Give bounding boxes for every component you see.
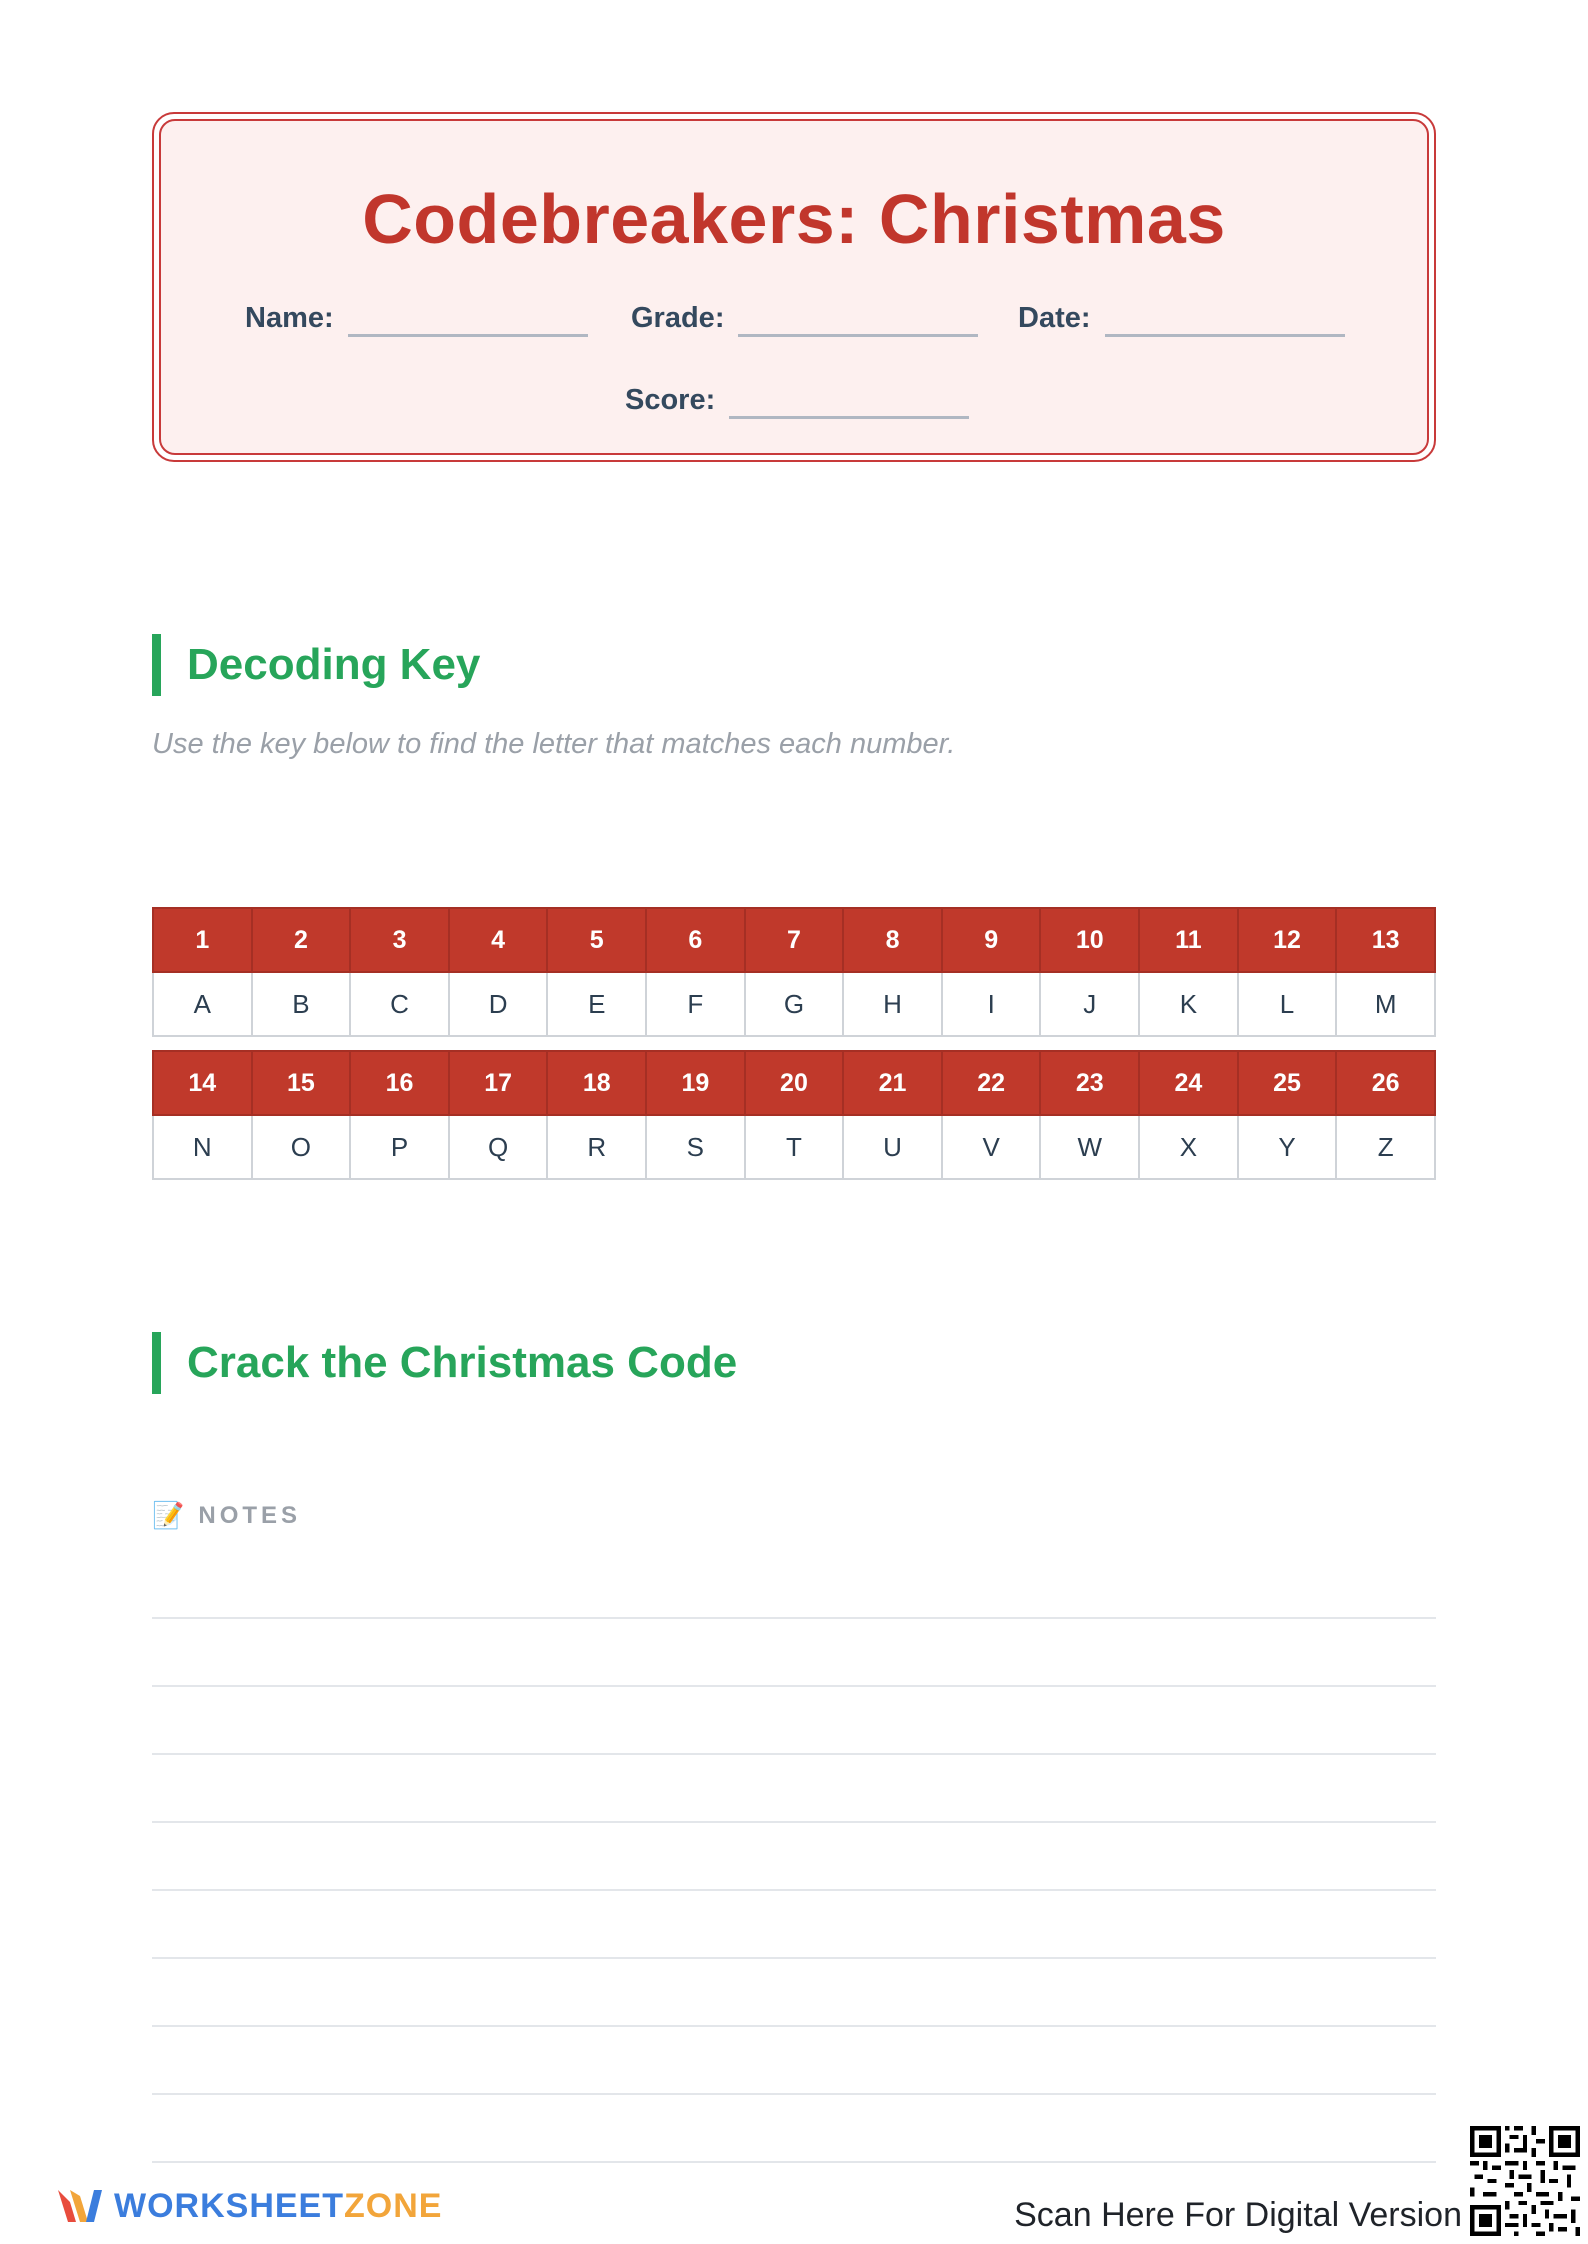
grade-label: Grade: [631, 302, 725, 334]
key-number: 2 [252, 908, 351, 972]
note-line[interactable] [152, 1617, 1436, 1619]
key-number: 12 [1238, 908, 1337, 972]
key-letter: X [1139, 1115, 1238, 1179]
note-line[interactable] [152, 1821, 1436, 1823]
key-number: 8 [843, 908, 942, 972]
key-number-row [153, 908, 1435, 972]
key-letter-row [153, 972, 1435, 1036]
key-letter: C [350, 972, 449, 1036]
grade-blank-line[interactable] [738, 334, 978, 337]
name-field [245, 304, 588, 333]
notes-header [152, 1500, 301, 1531]
key-letter: H [843, 972, 942, 1036]
decoding-key-table-2 [152, 1050, 1436, 1180]
key-number-row [153, 1051, 1435, 1115]
note-line[interactable] [152, 1889, 1436, 1891]
key-number: 25 [1238, 1051, 1337, 1115]
key-letter: A [153, 972, 252, 1036]
key-number: 1 [153, 908, 252, 972]
key-letter: S [646, 1115, 745, 1179]
key-number: 19 [646, 1051, 745, 1115]
score-blank-line[interactable] [729, 416, 969, 419]
date-label: Date: [1018, 302, 1091, 334]
crack-code-heading: Crack the Christmas Code [152, 1332, 737, 1394]
notes-label: NOTES [198, 1501, 302, 1529]
score-field [625, 386, 969, 415]
key-number: 14 [153, 1051, 252, 1115]
scan-caption: Scan Here For Digital Version [1014, 2196, 1462, 2234]
worksheetzone-w-icon [56, 2184, 104, 2228]
name-blank-line[interactable] [348, 334, 588, 337]
key-number: 21 [843, 1051, 942, 1115]
key-number: 11 [1139, 908, 1238, 972]
key-number: 20 [745, 1051, 844, 1115]
note-line[interactable] [152, 2093, 1436, 2095]
key-letter: G [745, 972, 844, 1036]
key-letter: T [745, 1115, 844, 1179]
grade-field [631, 304, 978, 333]
key-number: 24 [1139, 1051, 1238, 1115]
key-number: 22 [942, 1051, 1041, 1115]
key-letter: B [252, 972, 351, 1036]
key-letter: K [1139, 972, 1238, 1036]
key-letter: P [350, 1115, 449, 1179]
memo-pencil-icon: 📝 [152, 1500, 185, 1530]
brand-name-part1: WORKSHEET [114, 2186, 344, 2225]
key-number: 18 [547, 1051, 646, 1115]
key-number: 4 [449, 908, 548, 972]
key-number: 23 [1040, 1051, 1139, 1115]
score-label: Score: [625, 384, 716, 416]
note-line[interactable] [152, 2161, 1436, 2163]
key-number: 6 [646, 908, 745, 972]
key-letter-row [153, 1115, 1435, 1179]
key-number: 15 [252, 1051, 351, 1115]
key-letter: Q [449, 1115, 548, 1179]
header-box [152, 112, 1436, 462]
key-letter: R [547, 1115, 646, 1179]
note-line[interactable] [152, 1685, 1436, 1687]
worksheet-title: Codebreakers: Christmas [362, 180, 1226, 258]
key-letter: F [646, 972, 745, 1036]
key-letter: L [1238, 972, 1337, 1036]
key-number: 13 [1336, 908, 1435, 972]
key-letter: J [1040, 972, 1139, 1036]
decoding-key-instructions: Use the key below to find the letter that matches each number. [152, 728, 956, 760]
key-number: 10 [1040, 908, 1139, 972]
name-label: Name: [245, 302, 334, 334]
decoding-key-table-1 [152, 907, 1436, 1037]
key-letter: M [1336, 972, 1435, 1036]
date-field [1018, 304, 1345, 333]
key-letter: U [843, 1115, 942, 1179]
key-number: 7 [745, 908, 844, 972]
key-letter: O [252, 1115, 351, 1179]
note-line[interactable] [152, 2025, 1436, 2027]
key-letter: E [547, 972, 646, 1036]
decoding-key-heading: Decoding Key [152, 634, 480, 696]
key-letter: W [1040, 1115, 1139, 1179]
key-number: 5 [547, 908, 646, 972]
worksheetzone-logo[interactable] [56, 2184, 442, 2228]
key-number: 17 [449, 1051, 548, 1115]
key-number: 16 [350, 1051, 449, 1115]
key-letter: N [153, 1115, 252, 1179]
brand-name-part2: ZONE [344, 2186, 443, 2225]
qr-code-icon[interactable] [1470, 2126, 1580, 2236]
key-number: 3 [350, 908, 449, 972]
date-blank-line[interactable] [1105, 334, 1345, 337]
note-line[interactable] [152, 1957, 1436, 1959]
note-line[interactable] [152, 1753, 1436, 1755]
key-letter: Z [1336, 1115, 1435, 1179]
key-letter: Y [1238, 1115, 1337, 1179]
key-number: 9 [942, 908, 1041, 972]
key-letter: I [942, 972, 1041, 1036]
key-number: 26 [1336, 1051, 1435, 1115]
header-inner [159, 119, 1429, 455]
key-letter: V [942, 1115, 1041, 1179]
key-letter: D [449, 972, 548, 1036]
